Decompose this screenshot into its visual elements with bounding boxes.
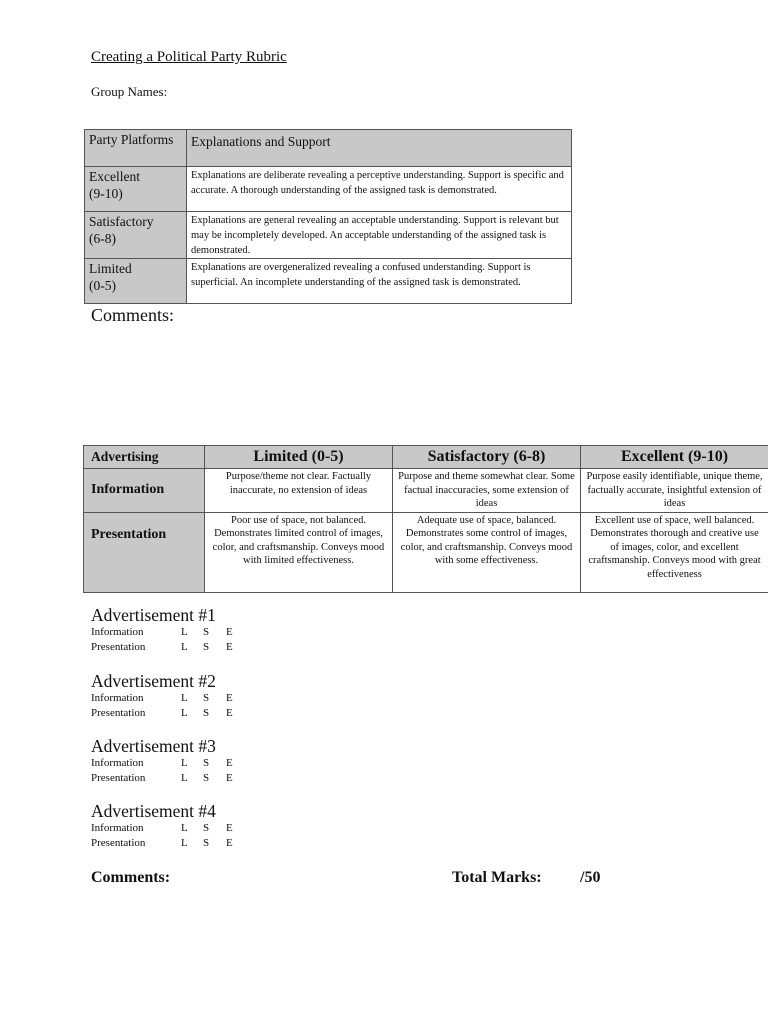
score-option-s: S (203, 692, 210, 704)
level-range: (9-10) (89, 186, 123, 201)
advertisement-title: Advertisement #4 (91, 801, 216, 821)
footer-comments-label: Comments: (91, 869, 171, 886)
table-row (84, 512, 768, 592)
score-option-l: L (181, 692, 188, 704)
score-row (91, 625, 233, 640)
limited-header: Limited (0-5) (205, 446, 393, 469)
level-description: Explanations are general revealing an acceptable understanding. Support is relevant but may be incompletely developed. An acceptable understanding of the assigned task is demonstrated. (187, 212, 572, 259)
criterion-label: Information (91, 822, 144, 834)
score-option-l: L (181, 822, 188, 834)
level-name: Excellent (89, 169, 140, 184)
level-name: Satisfactory (89, 214, 154, 229)
score-option-e: E (226, 757, 233, 769)
score-option-l: L (181, 707, 188, 719)
satisfactory-header: Satisfactory (6-8) (393, 446, 581, 469)
criterion-label: Information (91, 757, 144, 769)
rubric-cell: Poor use of space, not balanced. Demonstrates limited control of images, color, and craftsmanship. Conveys mood with limited effectiveness. (205, 512, 393, 592)
rubric-cell: Purpose and theme somewhat clear. Some factual inaccuracies, some extension of ideas (393, 469, 581, 513)
score-option-s: S (203, 772, 210, 784)
party-platform-table (84, 129, 572, 304)
level-name: Limited (89, 261, 132, 276)
table-row (84, 469, 768, 513)
score-option-s: S (203, 626, 210, 638)
criterion-label: Presentation (91, 707, 146, 719)
excellent-header: Excellent (9-10) (581, 446, 768, 469)
score-row (91, 756, 233, 771)
score-row (91, 706, 233, 721)
level-range: (0-5) (89, 278, 116, 293)
table-row (85, 259, 572, 304)
table-header-row (85, 130, 572, 167)
level-description: Explanations are overgeneralized revealing a confused understanding. Support is superficial. An incomplete understanding of the assigned task is demonstrated. (187, 259, 572, 304)
score-option-e: E (226, 707, 233, 719)
advertising-rubric-table (83, 445, 768, 593)
score-row (91, 821, 233, 836)
party-platforms-header: Party Platforms (85, 130, 187, 167)
criterion-label: Presentation (91, 641, 146, 653)
criterion-label: Information (91, 626, 144, 638)
advertisement-title: Advertisement #3 (91, 736, 216, 756)
score-option-l: L (181, 757, 188, 769)
score-option-s: S (203, 822, 210, 834)
score-row (91, 836, 233, 851)
score-row (91, 771, 233, 786)
total-marks-value: /50 (580, 869, 601, 886)
rubric-cell: Adequate use of space, balanced. Demonstrates some control of images, color, and craftsmanship. Conveys mood with some effectiveness. (393, 512, 581, 592)
score-option-s: S (203, 641, 210, 653)
score-option-l: L (181, 641, 188, 653)
score-option-s: S (203, 707, 210, 719)
score-option-e: E (226, 626, 233, 638)
table-row (85, 167, 572, 212)
score-option-e: E (226, 772, 233, 784)
rubric-cell: Excellent use of space, well balanced. Demonstrates thorough and creative use of images, color, and excellent craftsmanship. Conveys mood with great effectiveness (581, 512, 768, 592)
explanations-header: Explanations and Support (187, 130, 572, 167)
row-label-presentation: Presentation (84, 512, 205, 592)
advertisement-title: Advertisement #2 (91, 671, 216, 691)
score-option-e: E (226, 641, 233, 653)
advertisement-block (91, 605, 233, 655)
criterion-label: Information (91, 692, 144, 704)
level-description: Explanations are deliberate revealing a perceptive understanding. Support is specific and accurate. A thorough understanding of the assigned task is demonstrated. (187, 167, 572, 212)
rubric-cell: Purpose easily identifiable, unique theme, factually accurate, insightful extension of ideas (581, 469, 768, 513)
score-option-s: S (203, 757, 210, 769)
score-option-e: E (226, 692, 233, 704)
advertising-header: Advertising (84, 446, 205, 469)
level-cell (85, 212, 187, 259)
advertisement-block (91, 801, 233, 851)
advertisement-block (91, 736, 233, 786)
comments-heading: Comments: (91, 305, 175, 325)
advertisement-title: Advertisement #1 (91, 605, 216, 625)
score-row (91, 640, 233, 655)
criterion-label: Presentation (91, 772, 146, 784)
score-option-s: S (203, 837, 210, 849)
total-marks-label: Total Marks: (452, 869, 542, 886)
rubric-cell: Purpose/theme not clear. Factually inaccurate, no extension of ideas (205, 469, 393, 513)
score-row (91, 691, 233, 706)
level-cell (85, 259, 187, 304)
score-option-l: L (181, 772, 188, 784)
advertisement-block (91, 671, 233, 721)
level-range: (6-8) (89, 231, 116, 246)
row-label-information: Information (84, 469, 205, 513)
score-option-e: E (226, 837, 233, 849)
page-title: Creating a Political Party Rubric (91, 49, 287, 65)
score-option-l: L (181, 626, 188, 638)
level-cell (85, 167, 187, 212)
score-option-l: L (181, 837, 188, 849)
group-names-label: Group Names: (91, 84, 168, 99)
criterion-label: Presentation (91, 837, 146, 849)
table-header-row (84, 446, 768, 469)
score-option-e: E (226, 822, 233, 834)
table-row (85, 212, 572, 259)
